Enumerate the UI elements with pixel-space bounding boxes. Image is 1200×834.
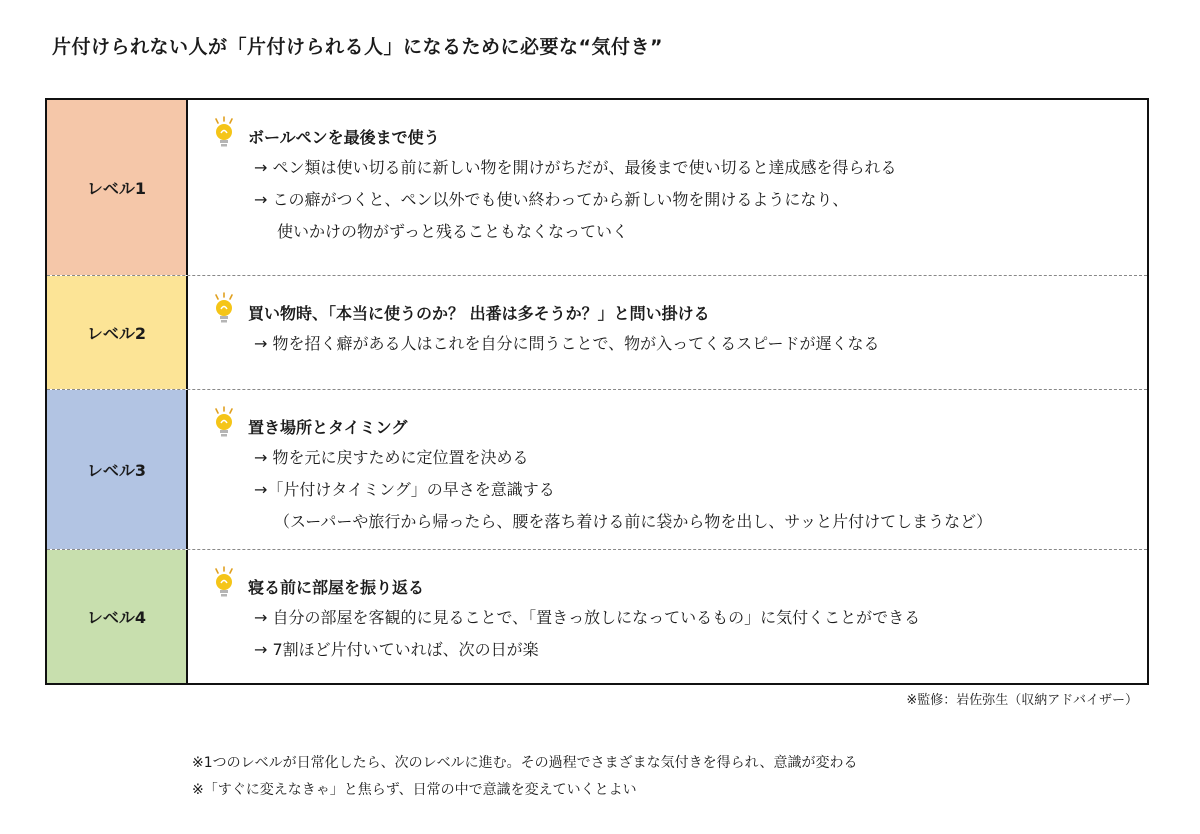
- lightbulb-icon: [210, 292, 238, 326]
- supervisor-credit: ※監修：岩佐弥生（収納アドバイザー）: [906, 693, 1138, 708]
- lightbulb-icon: [210, 566, 238, 600]
- page-title: 片付けられない人が「片付けられる人」になるために必要な“気付き”: [52, 36, 663, 58]
- lightbulb-icon: [210, 406, 238, 440]
- lightbulb-icon: [210, 116, 238, 150]
- level-line: → ペン類は使い切る前に新しい物を開けがちだが、最後まで使い切ると達成感を得られる: [254, 158, 897, 177]
- level-heading-text: ボールペンを最後まで使う: [248, 127, 440, 147]
- level-line: → 自分の部屋を客観的に見ることで、「置きっ放しになっているもの」に気付くことができる: [254, 608, 921, 627]
- level-heading-3: [210, 410, 1147, 442]
- level-heading-1: [210, 120, 1147, 152]
- level-heading-text: 置き場所とタイミング: [248, 417, 408, 437]
- level-heading-text: 寝る前に部屋を振り返る: [248, 577, 425, 597]
- level-line: 使いかけの物がずっと残ることもなくなっていく: [277, 222, 629, 241]
- level-row-1: [47, 100, 1147, 275]
- level-label-1: レベル1: [47, 100, 188, 275]
- footnote: ※「すぐに変えなきゃ」と焦らず、日常の中で意識を変えていくとよい: [192, 782, 637, 798]
- level-row-2: [47, 275, 1147, 389]
- level-line: → この癖がつくと、ペン以外でも使い終わってから新しい物を開けるようになり、: [254, 190, 849, 209]
- level-row-4: [47, 549, 1147, 683]
- level-label-3: レベル3: [47, 390, 188, 549]
- level-heading-2: [210, 296, 1147, 328]
- level-content-2: [188, 276, 1147, 389]
- level-label-2: レベル2: [47, 276, 188, 389]
- level-content-1: [188, 100, 1147, 275]
- level-content-4: [188, 550, 1147, 683]
- level-line: （スーパーや旅行から帰ったら、腰を落ち着ける前に袋から物を出し、サッと片付けてしまうなど）: [274, 512, 993, 531]
- footnote: ※1つのレベルが日常化したら、次のレベルに進む。その過程でさまざまな気付きを得られ、意識が変わる: [192, 755, 858, 771]
- level-row-3: [47, 389, 1147, 549]
- level-heading-4: [210, 570, 1147, 602]
- level-line: →「片付けタイミング」の早さを意識する: [254, 480, 555, 499]
- level-content-3: [188, 390, 1147, 549]
- level-line: → 物を元に戻すために定位置を決める: [254, 448, 529, 467]
- level-line: → 物を招く癖がある人はこれを自分に問うことで、物が入ってくるスピードが遅くなる: [254, 334, 880, 353]
- level-label-4: レベル4: [47, 550, 188, 683]
- levels-table: [45, 98, 1149, 685]
- level-line: → 7割ほど片付いていれば、次の日が楽: [254, 640, 539, 659]
- level-heading-text: 買い物時、「本当に使うのか？ 出番は多そうか？」と問い掛ける: [248, 303, 710, 323]
